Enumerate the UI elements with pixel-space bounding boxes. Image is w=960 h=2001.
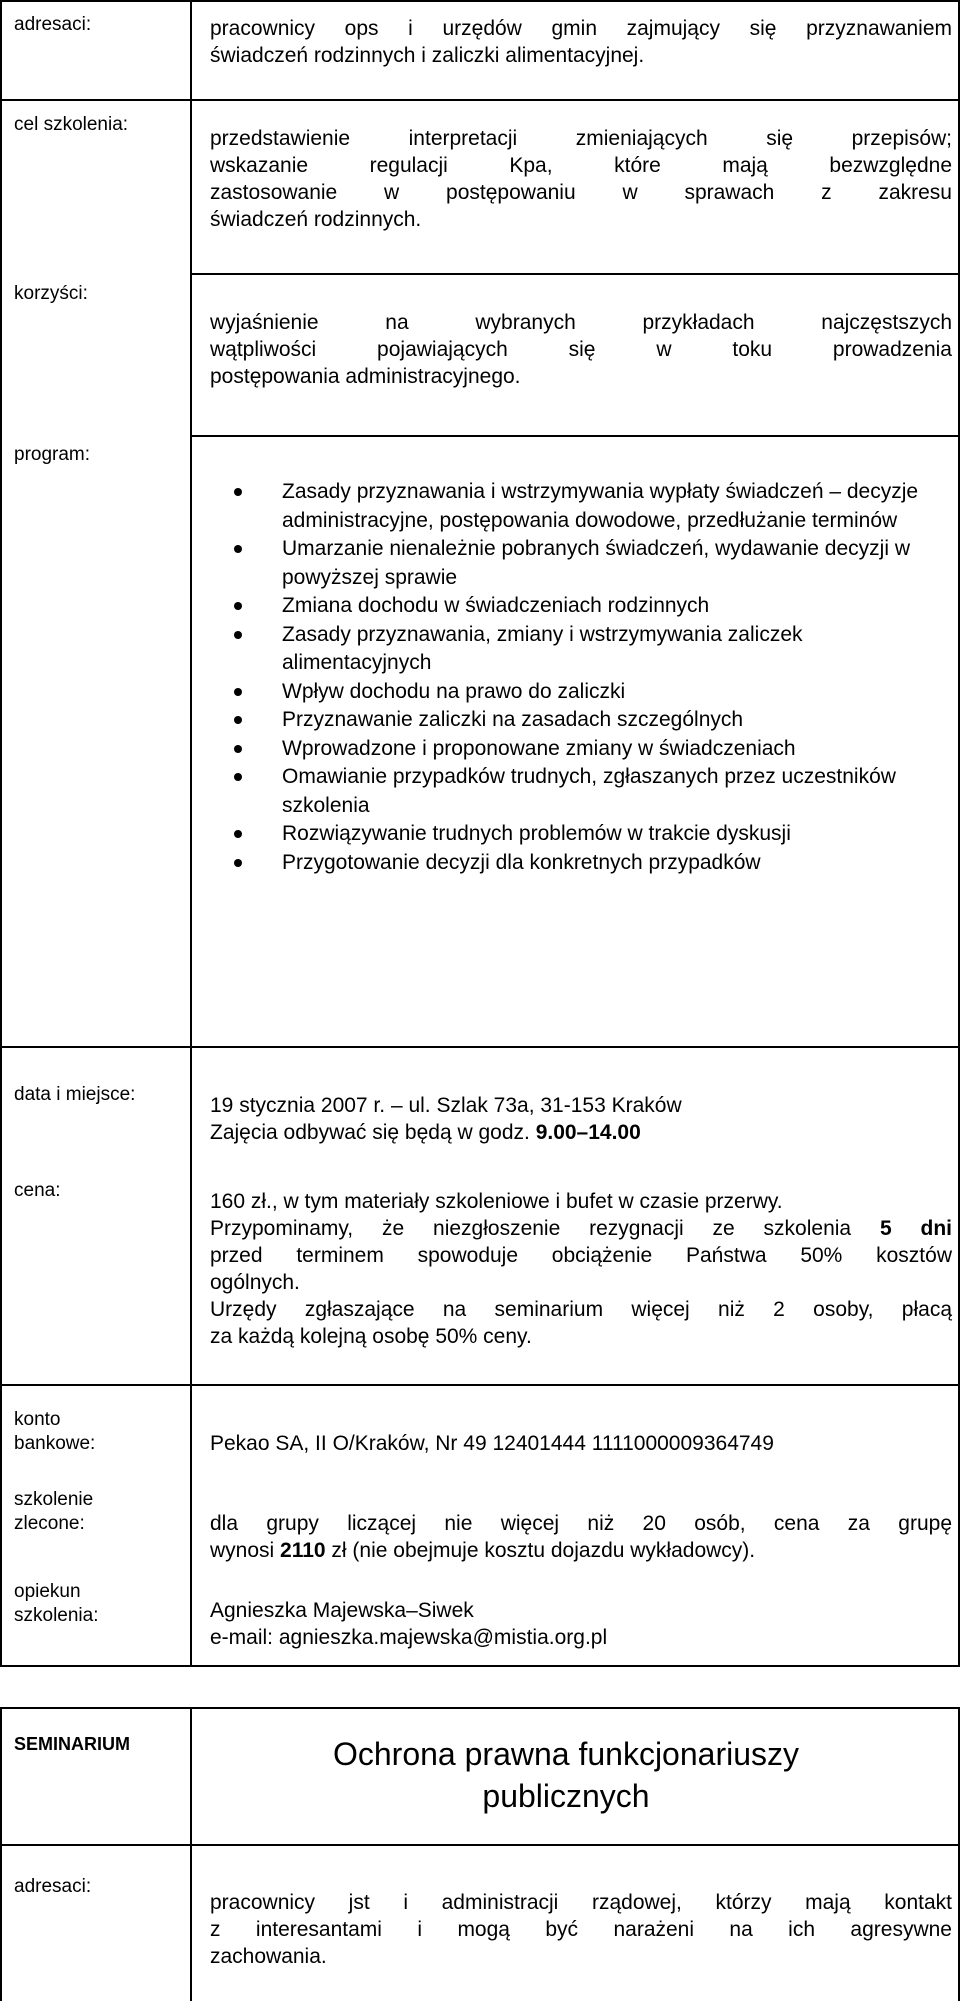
program-item: Omawianie przypadków trudnych, zgłaszanych przez uczestników szkolenia xyxy=(282,763,948,820)
value-korzysci-line1: wyjaśnienie na wybranych przykładach najczęstszych xyxy=(210,311,952,334)
program-item: Umarzanie nienależnie pobranych świadczeń, wydawanie decyzji w powyższej sprawie xyxy=(282,535,948,592)
program-item: Wpływ dochodu na prawo do zaliczki xyxy=(282,678,948,707)
program-item: Rozwiązywanie trudnych problemów w trakcie dyskusji xyxy=(282,820,948,849)
date-price-table xyxy=(0,1046,960,1386)
value-cel-line3: zastosowanie w postępowaniu w sprawach z zakresu xyxy=(210,181,952,204)
label-seminar-adresaci: adresaci: xyxy=(14,1876,92,1897)
label-szkolenie: szkolenie xyxy=(14,1489,94,1510)
value-coordinator-name: Agnieszka Majewska–Siwek xyxy=(210,1599,474,1622)
group-price-suffix: zł (nie obejmuje kosztu dojazdu wykładowcy). xyxy=(325,1539,756,1562)
label-szkolenie-zlecone xyxy=(14,1488,93,1536)
seminar-title-line2: publicznych xyxy=(482,1778,650,1814)
value-seminar-adresaci-line3: zachowania. xyxy=(210,1945,327,1968)
value-cel-line4: świadczeń rodzinnych. xyxy=(210,208,422,231)
program-item: Przyznawanie zaliczki na zasadach szczególnych xyxy=(282,706,948,735)
label-bankowe: bankowe: xyxy=(14,1433,96,1454)
value-reminder-line2: przed terminem spowoduje obciążenie Państwa 50% kosztów xyxy=(210,1244,952,1267)
value-korzysci-line2: wątpliwości pojawiających się w toku prowadzenia xyxy=(210,338,952,361)
value-cel-line2: wskazanie regulacji Kpa, które mają bezwzględne xyxy=(210,154,952,177)
program-list xyxy=(282,478,948,877)
value-bank-account: Pekao SA, II O/Kraków, Nr 49 12401444 1111000009364749 xyxy=(210,1432,774,1455)
value-adresaci-line2: świadczeń rodzinnych i zaliczki alimentacyjnej. xyxy=(210,44,645,67)
value-korzysci-line3: postępowania administracyjnego. xyxy=(210,365,521,388)
label-konto: konto xyxy=(14,1409,61,1430)
label-cel-szkolenia: cel szkolenia: xyxy=(14,114,129,135)
program-item: Zasady przyznawania, zmiany i wstrzymywania zaliczek alimentacyjnych xyxy=(282,621,948,678)
value-reminder-line3: ogólnych. xyxy=(210,1271,300,1294)
value-seminar-adresaci-line2: z interesantami i mogą być narażeni na ich agresywne xyxy=(210,1918,952,1941)
program-item: Wprowadzone i proponowane zmiany w świadczeniach xyxy=(282,735,948,764)
value-seminar-adresaci-line1: pracownicy jst i administracji rządowej, którzy mają kontakt xyxy=(210,1891,952,1914)
label-opiekun: opiekun xyxy=(14,1581,81,1602)
label-korzysci: korzyści: xyxy=(14,283,88,304)
value-hours xyxy=(210,1119,641,1146)
label-program: program: xyxy=(14,444,91,465)
label-data-i-miejsce: data i miejsce: xyxy=(14,1084,136,1105)
seminar-title-line1: Ochrona prawna funkcjonariuszy xyxy=(332,1736,799,1772)
label-opiekun-szkolenia xyxy=(14,1580,99,1628)
value-discount-line1: Urzędy zgłaszające na seminarium więcej niż 2 osoby, płacą xyxy=(210,1298,952,1321)
label-zlecone: zlecone: xyxy=(14,1513,85,1534)
program-item: Przygotowanie decyzji dla konkretnych przypadków xyxy=(282,849,948,878)
value-discount-line2: za każdą kolejną osobę 50% ceny. xyxy=(210,1325,532,1348)
payment-table xyxy=(0,1384,960,1667)
hours-prefix: Zajęcia odbywać się będą w godz. xyxy=(210,1121,536,1144)
seminar-tag: SEMINARIUM xyxy=(14,1734,130,1754)
label-konto-bankowe xyxy=(14,1408,95,1456)
value-group-line2 xyxy=(210,1537,755,1564)
value-group-line1: dla grupy liczącej nie więcej niż 20 osób, cena za grupę xyxy=(210,1512,952,1535)
value-price: 160 zł., w tym materiały szkoleniowe i bufet w czasie przerwy. xyxy=(210,1190,783,1213)
value-reminder-line1 xyxy=(210,1215,952,1242)
group-price: 2110 xyxy=(280,1539,326,1562)
label-adresaci: adresaci: xyxy=(14,14,92,35)
hours-time: 9.00–14.00 xyxy=(535,1121,641,1144)
program-item: Zmiana dochodu w świadczeniach rodzinnych xyxy=(282,592,948,621)
group-price-prefix: wynosi xyxy=(210,1539,281,1562)
label-szkolenia: szkolenia: xyxy=(14,1605,99,1626)
value-coordinator-email[interactable]: e-mail: agnieszka.majewska@mistia.org.pl xyxy=(210,1626,608,1649)
seminar-table xyxy=(0,1707,960,2001)
reminder-text: Przypominamy, że niezgłoszenie rezygnacji ze szkolenia xyxy=(210,1217,880,1240)
reminder-days: 5 dni xyxy=(879,1217,952,1240)
label-cena: cena: xyxy=(14,1180,61,1201)
value-cel-line1: przedstawienie interpretacji zmieniających się przepisów; xyxy=(210,127,952,150)
value-adresaci-line1: pracownicy ops i urzędów gmin zajmujący się przyznawaniem xyxy=(210,17,952,40)
program-item: Zasady przyznawania i wstrzymywania wypłaty świadczeń – decyzje administracyjne, postępowania dowodowe, przedłużanie terminów xyxy=(282,478,948,535)
value-date-place: 19 stycznia 2007 r. – ul. Szlak 73a, 31-153 Kraków xyxy=(210,1094,682,1117)
